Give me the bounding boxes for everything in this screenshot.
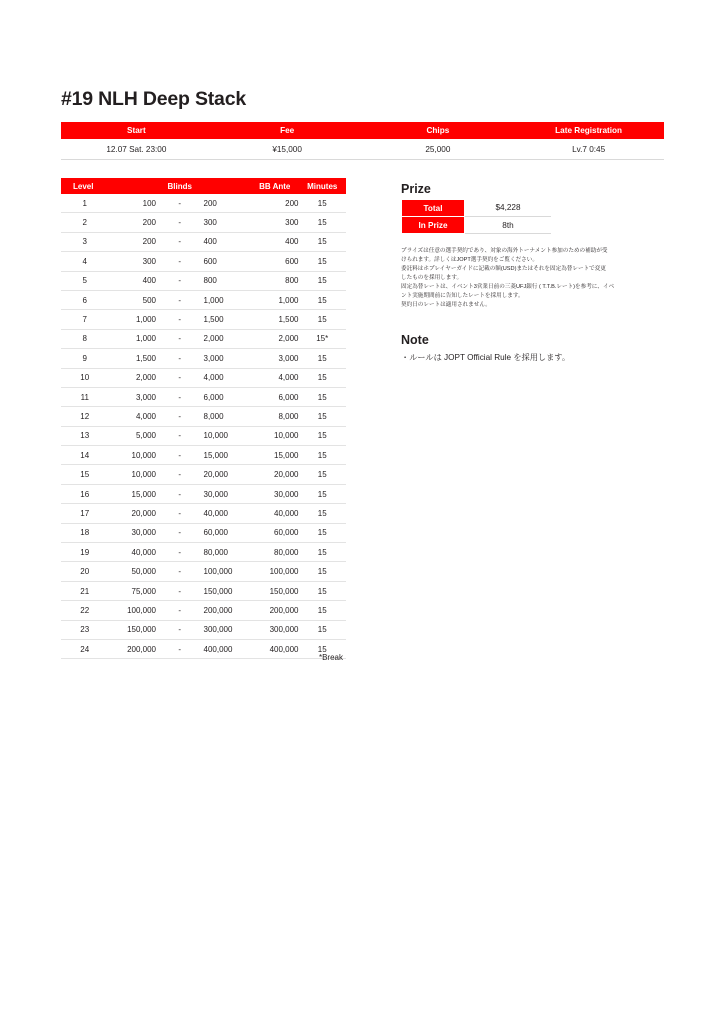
info-header-fee: Fee	[212, 122, 363, 139]
blinds-cell-dash: -	[156, 601, 204, 620]
blinds-cell-minutes: 15	[299, 504, 347, 523]
tournament-info-table	[61, 122, 664, 160]
table-row	[61, 601, 346, 620]
blinds-cell-small-blind: 30,000	[109, 523, 157, 542]
blinds-cell-bb-ante: 10,000	[251, 426, 299, 445]
info-value-start: 12.07 Sat. 23:00	[61, 139, 212, 160]
blinds-cell-small-blind: 200,000	[109, 639, 157, 658]
blinds-cell-level: 13	[61, 426, 109, 445]
table-row	[61, 271, 346, 290]
blinds-cell-small-blind: 75,000	[109, 581, 157, 600]
blinds-cell-small-blind: 200	[109, 213, 157, 232]
info-value-late-registration: Lv.7 0:45	[513, 139, 664, 160]
blinds-cell-minutes: 15	[299, 194, 347, 213]
blinds-cell-big-blind: 400,000	[204, 639, 252, 658]
table-row	[61, 543, 346, 562]
blinds-cell-big-blind: 300,000	[204, 620, 252, 639]
blinds-cell-dash: -	[156, 329, 204, 348]
blinds-header-bb-ante: BB Ante	[251, 178, 299, 194]
blinds-cell-big-blind: 2,000	[204, 329, 252, 348]
blinds-cell-level: 18	[61, 523, 109, 542]
table-row	[61, 407, 346, 426]
blinds-cell-minutes: 15	[299, 368, 347, 387]
blinds-cell-level: 8	[61, 329, 109, 348]
blinds-cell-small-blind: 50,000	[109, 562, 157, 581]
blinds-header-minutes: Minutes	[299, 178, 347, 194]
blinds-cell-level: 19	[61, 543, 109, 562]
blinds-cell-minutes: 15	[299, 543, 347, 562]
blinds-cell-big-blind: 60,000	[204, 523, 252, 542]
blinds-cell-big-blind: 20,000	[204, 465, 252, 484]
blinds-cell-minutes: 15	[299, 213, 347, 232]
blinds-cell-dash: -	[156, 446, 204, 465]
blinds-cell-minutes: 15	[299, 407, 347, 426]
table-row	[61, 446, 346, 465]
blinds-cell-level: 20	[61, 562, 109, 581]
blinds-cell-small-blind: 15,000	[109, 484, 157, 503]
blinds-cell-minutes: 15	[299, 562, 347, 581]
blinds-cell-minutes: 15	[299, 639, 347, 658]
blinds-cell-small-blind: 5,000	[109, 426, 157, 445]
table-row	[61, 562, 346, 581]
blinds-cell-big-blind: 30,000	[204, 484, 252, 503]
blinds-cell-dash: -	[156, 252, 204, 271]
info-header-start: Start	[61, 122, 212, 139]
blinds-cell-level: 21	[61, 581, 109, 600]
blinds-cell-small-blind: 10,000	[109, 446, 157, 465]
blinds-cell-bb-ante: 1,000	[251, 290, 299, 309]
blinds-cell-dash: -	[156, 310, 204, 329]
prize-value-total: $4,228	[465, 200, 552, 217]
blinds-cell-dash: -	[156, 465, 204, 484]
blinds-cell-level: 10	[61, 368, 109, 387]
break-note: *Break	[318, 653, 343, 662]
blinds-header-blinds: Blinds	[109, 178, 252, 194]
blinds-cell-dash: -	[156, 504, 204, 523]
blinds-cell-bb-ante: 8,000	[251, 407, 299, 426]
blinds-cell-big-blind: 600	[204, 252, 252, 271]
table-row	[61, 484, 346, 503]
page-title: #19 NLH Deep Stack	[61, 88, 246, 110]
blinds-cell-bb-ante: 300,000	[251, 620, 299, 639]
blinds-cell-minutes: 15	[299, 581, 347, 600]
table-row	[61, 194, 346, 213]
blinds-cell-dash: -	[156, 232, 204, 251]
blinds-cell-bb-ante: 200	[251, 194, 299, 213]
table-row	[61, 523, 346, 542]
blinds-cell-minutes: 15	[299, 620, 347, 639]
blinds-cell-small-blind: 1,500	[109, 349, 157, 368]
blinds-cell-bb-ante: 100,000	[251, 562, 299, 581]
blinds-cell-minutes: 15	[299, 290, 347, 309]
blinds-cell-dash: -	[156, 523, 204, 542]
blinds-cell-level: 6	[61, 290, 109, 309]
blinds-cell-minutes: 15	[299, 232, 347, 251]
blinds-cell-level: 2	[61, 213, 109, 232]
blinds-cell-small-blind: 40,000	[109, 543, 157, 562]
blinds-table	[61, 178, 346, 659]
note-body: ・ルールは JOPT Official Rule を採用します。	[401, 353, 571, 362]
prize-label-total: Total	[402, 200, 465, 217]
blinds-cell-minutes: 15	[299, 271, 347, 290]
blinds-cell-minutes: 15	[299, 465, 347, 484]
blinds-cell-level: 3	[61, 232, 109, 251]
blinds-cell-dash: -	[156, 639, 204, 658]
blinds-cell-big-blind: 80,000	[204, 543, 252, 562]
blinds-cell-dash: -	[156, 368, 204, 387]
blinds-cell-small-blind: 1,000	[109, 329, 157, 348]
blinds-cell-dash: -	[156, 562, 204, 581]
blinds-cell-big-blind: 4,000	[204, 368, 252, 387]
blinds-cell-level: 11	[61, 387, 109, 406]
blinds-cell-bb-ante: 30,000	[251, 484, 299, 503]
prize-fineprint	[401, 247, 667, 310]
table-row	[61, 426, 346, 445]
blinds-cell-level: 7	[61, 310, 109, 329]
blinds-cell-minutes: 15	[299, 446, 347, 465]
fineprint-line: プライズは任意の選手契約であり、対象の海外トーナメント参加のための補助が受	[401, 248, 608, 254]
blinds-cell-big-blind: 6,000	[204, 387, 252, 406]
blinds-cell-bb-ante: 15,000	[251, 446, 299, 465]
blinds-cell-bb-ante: 400	[251, 232, 299, 251]
blinds-cell-big-blind: 200	[204, 194, 252, 213]
blinds-cell-bb-ante: 1,500	[251, 310, 299, 329]
table-row	[61, 368, 346, 387]
blinds-cell-level: 9	[61, 349, 109, 368]
fineprint-line: 委託料はホプレイヤーガイドに記載の額(USD)またはそれを固定為替レートで変更	[401, 266, 606, 273]
blinds-cell-bb-ante: 300	[251, 213, 299, 232]
table-row	[61, 329, 346, 348]
blinds-cell-bb-ante: 60,000	[251, 523, 299, 542]
info-value-chips: 25,000	[363, 139, 514, 160]
table-row	[61, 349, 346, 368]
blinds-cell-minutes: 15	[299, 310, 347, 329]
fineprint-line: けられます。詳しくはJOPT選手契約をご覧ください。	[401, 257, 538, 264]
blinds-cell-level: 22	[61, 601, 109, 620]
blinds-cell-level: 5	[61, 271, 109, 290]
info-value-fee: ¥15,000	[212, 139, 363, 160]
blinds-cell-big-blind: 300	[204, 213, 252, 232]
blinds-cell-small-blind: 4,000	[109, 407, 157, 426]
blinds-cell-minutes: 15*	[299, 329, 347, 348]
blinds-cell-bb-ante: 6,000	[251, 387, 299, 406]
blinds-cell-level: 1	[61, 194, 109, 213]
table-row	[61, 504, 346, 523]
blinds-cell-bb-ante: 200,000	[251, 601, 299, 620]
info-value-row	[61, 139, 664, 160]
blinds-cell-bb-ante: 3,000	[251, 349, 299, 368]
info-header-chips: Chips	[363, 122, 514, 139]
blinds-cell-dash: -	[156, 581, 204, 600]
blinds-cell-level: 24	[61, 639, 109, 658]
blinds-cell-minutes: 15	[299, 349, 347, 368]
blinds-cell-small-blind: 100,000	[109, 601, 157, 620]
blinds-cell-dash: -	[156, 387, 204, 406]
blinds-cell-bb-ante: 20,000	[251, 465, 299, 484]
blinds-cell-small-blind: 3,000	[109, 387, 157, 406]
blinds-cell-small-blind: 200	[109, 232, 157, 251]
prize-heading: Prize	[401, 182, 431, 196]
blinds-cell-dash: -	[156, 194, 204, 213]
blinds-cell-big-blind: 1,500	[204, 310, 252, 329]
blinds-cell-dash: -	[156, 271, 204, 290]
blinds-cell-minutes: 15	[299, 426, 347, 445]
blinds-cell-big-blind: 800	[204, 271, 252, 290]
blinds-cell-bb-ante: 400,000	[251, 639, 299, 658]
blinds-cell-big-blind: 100,000	[204, 562, 252, 581]
blinds-cell-dash: -	[156, 620, 204, 639]
table-row	[61, 387, 346, 406]
blinds-cell-dash: -	[156, 290, 204, 309]
blinds-cell-small-blind: 300	[109, 252, 157, 271]
blinds-cell-dash: -	[156, 484, 204, 503]
blinds-cell-dash: -	[156, 407, 204, 426]
blinds-cell-bb-ante: 600	[251, 252, 299, 271]
blinds-cell-big-blind: 200,000	[204, 601, 252, 620]
prize-row-total	[402, 200, 552, 217]
blinds-cell-bb-ante: 2,000	[251, 329, 299, 348]
blinds-cell-dash: -	[156, 426, 204, 445]
blinds-cell-small-blind: 400	[109, 271, 157, 290]
blinds-structure	[61, 178, 346, 659]
blinds-cell-level: 4	[61, 252, 109, 271]
fineprint-line: 契約日のレートは適用されません。	[401, 302, 491, 309]
blinds-cell-minutes: 15	[299, 523, 347, 542]
info-header-row	[61, 122, 664, 139]
blinds-cell-big-blind: 400	[204, 232, 252, 251]
blinds-cell-level: 15	[61, 465, 109, 484]
table-row	[61, 310, 346, 329]
blinds-cell-bb-ante: 80,000	[251, 543, 299, 562]
blinds-cell-level: 23	[61, 620, 109, 639]
blinds-cell-bb-ante: 40,000	[251, 504, 299, 523]
blinds-cell-small-blind: 500	[109, 290, 157, 309]
info-header-late-registration: Late Registration	[513, 122, 664, 139]
fineprint-line: したものを採用します。	[401, 275, 463, 282]
blinds-cell-level: 14	[61, 446, 109, 465]
blinds-cell-bb-ante: 4,000	[251, 368, 299, 387]
blinds-cell-small-blind: 100	[109, 194, 157, 213]
blinds-header-row	[61, 178, 346, 194]
blinds-cell-small-blind: 20,000	[109, 504, 157, 523]
blinds-cell-small-blind: 150,000	[109, 620, 157, 639]
prize-label-in-prize: In Prize	[402, 217, 465, 234]
prize-row-in-prize	[402, 217, 552, 234]
blinds-cell-big-blind: 8,000	[204, 407, 252, 426]
blinds-cell-big-blind: 1,000	[204, 290, 252, 309]
prize-table	[401, 199, 551, 234]
fineprint-line: 固定為替レートは、イベント3営業日前の三菱UFJ銀行 ( T.T.B.レート)を参考に、イベ	[401, 284, 615, 291]
blinds-cell-minutes: 15	[299, 601, 347, 620]
blinds-cell-level: 17	[61, 504, 109, 523]
blinds-cell-dash: -	[156, 349, 204, 368]
blinds-cell-small-blind: 2,000	[109, 368, 157, 387]
table-row	[61, 465, 346, 484]
blinds-header-level: Level	[61, 178, 109, 194]
blinds-cell-big-blind: 15,000	[204, 446, 252, 465]
table-row	[61, 232, 346, 251]
blinds-cell-dash: -	[156, 543, 204, 562]
table-row	[61, 252, 346, 271]
table-row	[61, 290, 346, 309]
prize-value-in-prize: 8th	[465, 217, 552, 234]
blinds-cell-small-blind: 1,000	[109, 310, 157, 329]
table-row	[61, 581, 346, 600]
blinds-cell-big-blind: 10,000	[204, 426, 252, 445]
blinds-cell-level: 16	[61, 484, 109, 503]
blinds-cell-minutes: 15	[299, 252, 347, 271]
blinds-cell-big-blind: 150,000	[204, 581, 252, 600]
blinds-cell-small-blind: 10,000	[109, 465, 157, 484]
table-row	[61, 620, 346, 639]
fineprint-line: ント実施期間前に告知したレートを採用します。	[401, 293, 524, 300]
blinds-cell-minutes: 15	[299, 387, 347, 406]
blinds-cell-dash: -	[156, 213, 204, 232]
blinds-cell-minutes: 15	[299, 484, 347, 503]
blinds-cell-big-blind: 40,000	[204, 504, 252, 523]
blinds-cell-bb-ante: 800	[251, 271, 299, 290]
table-row	[61, 213, 346, 232]
note-heading: Note	[401, 333, 429, 347]
blinds-cell-level: 12	[61, 407, 109, 426]
blinds-cell-big-blind: 3,000	[204, 349, 252, 368]
blinds-cell-bb-ante: 150,000	[251, 581, 299, 600]
